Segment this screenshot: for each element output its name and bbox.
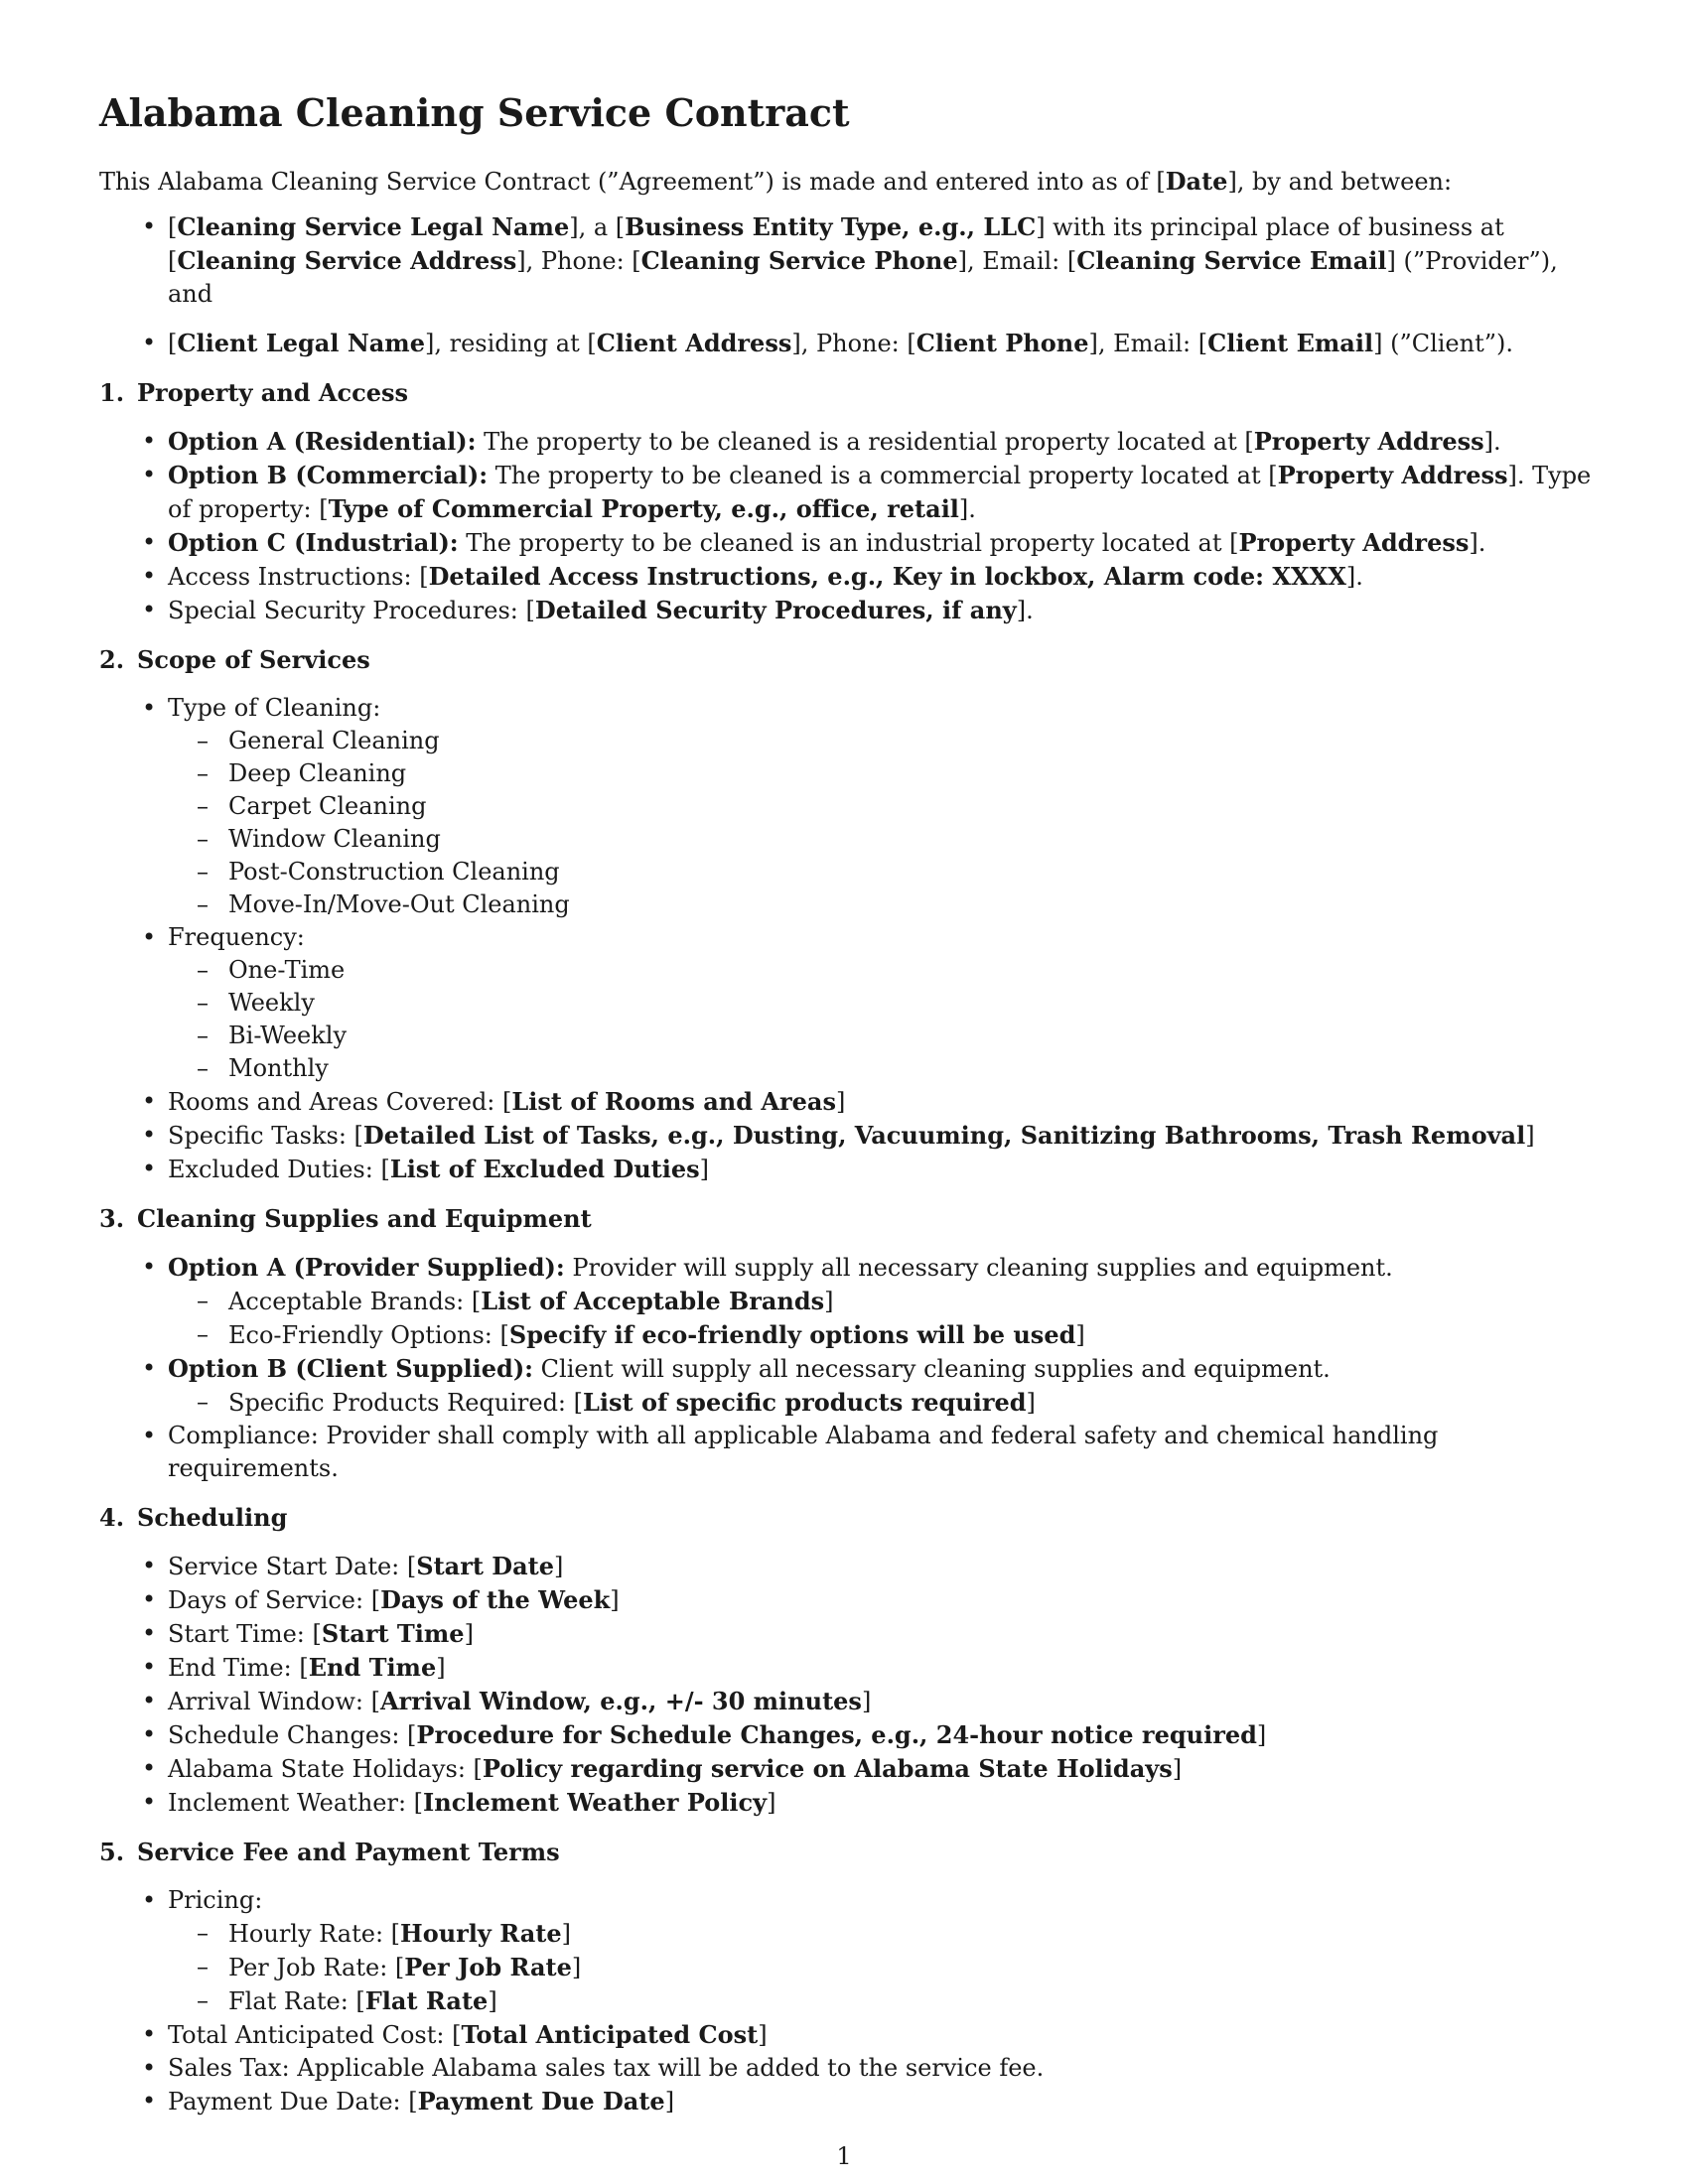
section-2-list — [99, 692, 1599, 1186]
list-item: – Acceptable Brands: [List of Acceptable Brands] — [99, 1285, 1599, 1318]
party-client: • [Client Legal Name], residing at [Client Address], Phone: [Client Phone], Email: [Client Email] (”Client”). — [99, 327, 1599, 360]
list-item: – Hourly Rate: [Hourly Rate] — [99, 1917, 1599, 1951]
document-page — [99, 87, 1599, 2118]
list-item: • Pricing: – Hourly Rate: [Hourly Rate] – Per Job Rate: [Per Job Rate] – Flat Rate: [Flat Rate] — [99, 1884, 1599, 2018]
list-item: • Arrival Window: [Arrival Window, e.g., +/- 30 minutes] — [99, 1685, 1599, 1718]
section-1-heading: 1. Property and Access — [99, 378, 409, 407]
list-item: • Option B (Client Supplied): Client will supply all necessary cleaning supplies and equipment. – Specific Products Required: [List of specific products required] — [99, 1352, 1599, 1420]
list-item: • Inclement Weather: [Inclement Weather Policy] — [99, 1786, 1599, 1820]
section-5-heading: 5. Service Fee and Payment Terms — [99, 1838, 560, 1866]
document-title: Alabama Cleaning Service Contract — [99, 90, 850, 135]
list-item: • Option A (Provider Supplied): Provider will supply all necessary cleaning supplies and equipment. – Acceptable Brands: [List of Acceptable Brands] – Eco-Friendly Options: [Specify if eco-friendly options will be used] — [99, 1251, 1599, 1352]
section-3-list — [99, 1251, 1599, 1485]
page-number: 1 — [836, 2142, 852, 2170]
list-item: • Rooms and Areas Covered: [List of Rooms and Areas] — [99, 1085, 1599, 1119]
section-4-heading: 4. Scheduling — [99, 1503, 288, 1532]
list-item: • Access Instructions: [Detailed Access Instructions, e.g., Key in lockbox, Alarm code: XXXX]. — [99, 560, 1599, 594]
list-item: – Post-Construction Cleaning — [99, 856, 1599, 888]
list-item: • End Time: [End Time] — [99, 1651, 1599, 1685]
list-item: • Sales Tax: Applicable Alabama sales tax will be added to the service fee. — [99, 2052, 1599, 2085]
list-item: • Special Security Procedures: [Detailed Security Procedures, if any]. — [99, 594, 1599, 627]
list-item: – Weekly — [99, 987, 1599, 1020]
intro-paragraph: This Alabama Cleaning Service Contract (”Agreement”) is made and entered into as of [Date], by and between: — [99, 167, 1453, 196]
list-item: • Service Start Date: [Start Date] — [99, 1550, 1599, 1583]
list-item: • Option C (Industrial): The property to be cleaned is an industrial property located at [Property Address]. — [99, 526, 1599, 560]
list-item: • Option A (Residential): The property to be cleaned is a residential property located at [Property Address]. — [99, 425, 1599, 459]
provider-supplied-list — [168, 1285, 1599, 1352]
list-item: • Alabama State Holidays: [Policy regarding service on Alabama State Holidays] — [99, 1752, 1599, 1786]
list-item: • Excluded Duties: [List of Excluded Duties] — [99, 1153, 1599, 1186]
list-item: – Monthly — [99, 1052, 1599, 1085]
party-provider: • [Cleaning Service Legal Name], a [Business Entity Type, e.g., LLC] with its principal place of business at [Cleaning Service Address], Phone: [Cleaning Service Phone], Email: [Cleaning Service Email] (”Provider”), and — [99, 210, 1599, 311]
list-item: – One-Time — [99, 954, 1599, 987]
list-item: – Flat Rate: [Flat Rate] — [99, 1984, 1599, 2018]
list-item: – Deep Cleaning — [99, 757, 1599, 790]
frequency-list — [168, 954, 1599, 1085]
list-item: • Schedule Changes: [Procedure for Schedule Changes, e.g., 24-hour notice required] — [99, 1718, 1599, 1752]
list-item: • Total Anticipated Cost: [Total Anticipated Cost] — [99, 2018, 1599, 2052]
list-item: – General Cleaning — [99, 725, 1599, 757]
list-item: – Specific Products Required: [List of specific products required] — [99, 1386, 1599, 1420]
section-3-heading: 3. Cleaning Supplies and Equipment — [99, 1204, 592, 1233]
pricing-list — [168, 1917, 1599, 2018]
section-1-list — [99, 425, 1599, 627]
list-item: • Days of Service: [Days of the Week] — [99, 1583, 1599, 1617]
list-item: • Frequency: – One-Time – Weekly – Bi-Weekly – Monthly — [99, 921, 1599, 1085]
list-item: – Move-In/Move-Out Cleaning — [99, 888, 1599, 921]
cleaning-types-list — [168, 725, 1599, 921]
list-item: – Window Cleaning — [99, 823, 1599, 856]
list-item: – Bi-Weekly — [99, 1020, 1599, 1052]
parties-list — [99, 210, 1599, 360]
list-item: • Start Time: [Start Time] — [99, 1617, 1599, 1651]
section-4-list — [99, 1550, 1599, 1820]
list-item: – Carpet Cleaning — [99, 790, 1599, 823]
section-2-heading: 2. Scope of Services — [99, 645, 370, 674]
list-item: • Compliance: Provider shall comply with all applicable Alabama and federal safety and chemical handling requirements. — [99, 1420, 1599, 1485]
section-5-list — [99, 1884, 1599, 2118]
client-supplied-list — [168, 1386, 1599, 1420]
list-item: – Per Job Rate: [Per Job Rate] — [99, 1951, 1599, 1984]
list-item: • Option B (Commercial): The property to be cleaned is a commercial property located at [Property Address]. Type of property: [Type of Commercial Property, e.g., office, retail]. — [99, 459, 1599, 526]
list-item: • Type of Cleaning: – General Cleaning – Deep Cleaning – Carpet Cleaning – Window Cleaning – Post-Construction Cleaning – Move-In/Move-Out Cleaning — [99, 692, 1599, 921]
list-item: • Specific Tasks: [Detailed List of Tasks, e.g., Dusting, Vacuuming, Sanitizing Bathrooms, Trash Removal] — [99, 1119, 1599, 1153]
list-item: • Payment Due Date: [Payment Due Date] — [99, 2085, 1599, 2118]
list-item: – Eco-Friendly Options: [Specify if eco-friendly options will be used] — [99, 1318, 1599, 1352]
